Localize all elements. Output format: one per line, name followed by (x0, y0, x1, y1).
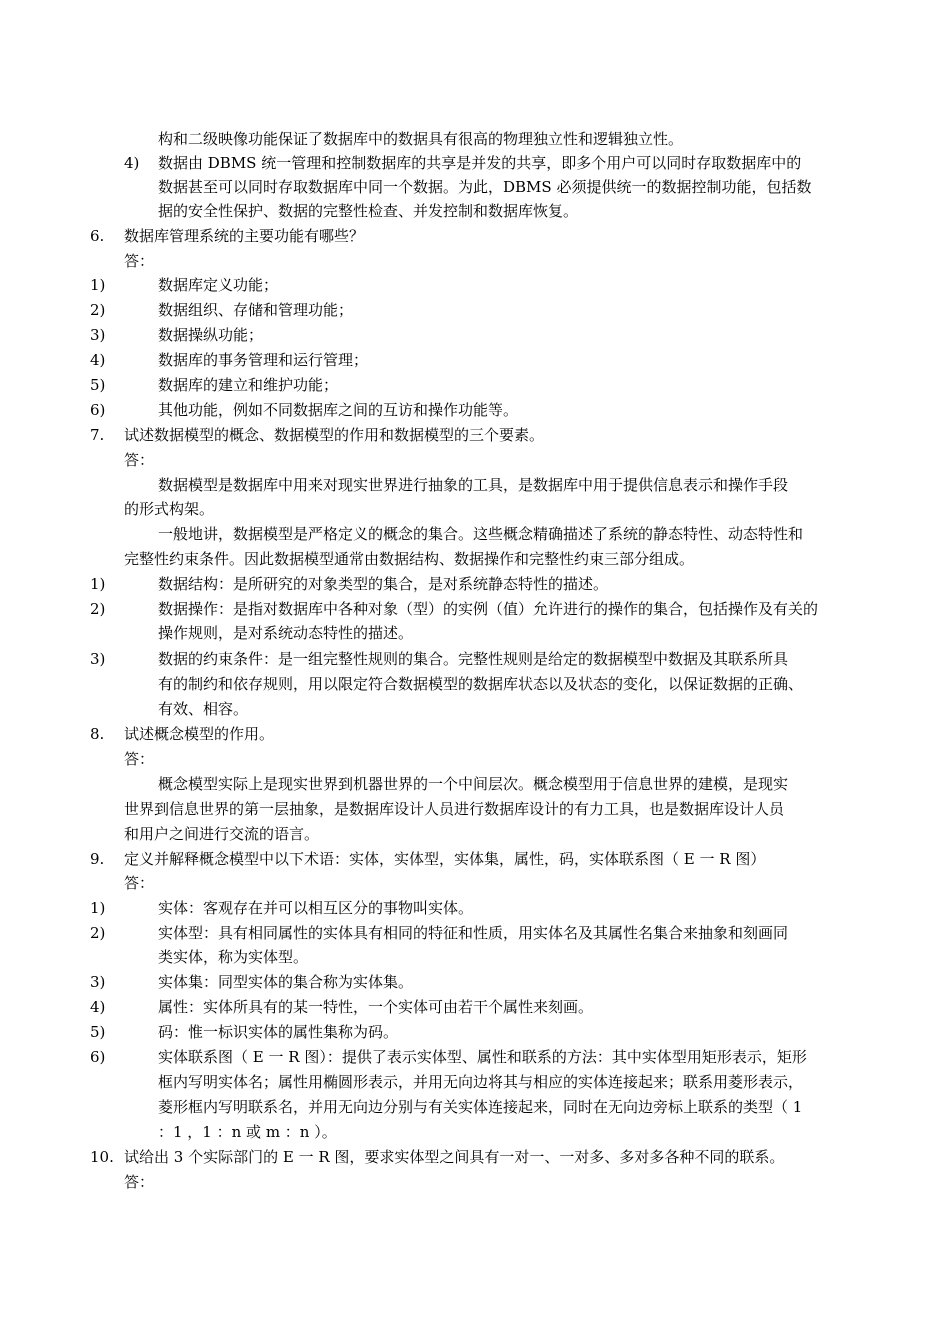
text-line: 和用户之间进行交流的语言。 (124, 825, 320, 843)
text-line: 操作规则，是对系统动态特性的描述。 (158, 624, 414, 642)
text-line: 数据操作：是指对数据库中各种对象（型）的实例（值）允许进行的操作的集合，包括操作及有关的 (158, 600, 819, 618)
answer-label: 答： (124, 874, 155, 892)
list-marker: 4) (124, 154, 140, 172)
text-line: 一般地讲，数据模型是严格定义的概念的集合。这些概念精确描述了系统的静态特性、动态特性和 (158, 525, 804, 543)
text-line: 世界到信息世界的第一层抽象，是数据库设计人员进行数据库设计的有力工具，也是数据库设计人员 (124, 800, 785, 818)
answer-label: 答： (124, 1173, 155, 1191)
text-line: 数据库定义功能； (158, 276, 279, 294)
list-marker: 6) (90, 1048, 106, 1066)
list-marker: 1) (90, 575, 106, 593)
list-marker: 2) (90, 600, 106, 618)
list-marker: 3) (90, 650, 106, 668)
text-line: 有效、相容。 (158, 700, 249, 718)
text-line: 数据库的事务管理和运行管理； (158, 351, 369, 369)
question-text: 试给出 3 个实际部门的 E 一 R 图，要求实体型之间具有一对一、一对多、多对多各种不同的联系。 (124, 1148, 785, 1166)
text-line: 数据库的建立和维护功能； (158, 376, 339, 394)
question-text: 数据库管理系统的主要功能有哪些？ (124, 227, 365, 245)
text-line: 概念模型实际上是现实世界到机器世界的一个中间层次。概念模型用于信息世界的建模，是现实 (158, 775, 789, 793)
text-line: 数据甚至可以同时存取数据库中同一个数据。为此，DBMS 必须提供统一的数据控制功能，包括数 (158, 178, 812, 196)
question-text: 试述数据模型的概念、数据模型的作用和数据模型的三个要素。 (124, 426, 545, 444)
text-line: 数据结构：是所研究的对象类型的集合，是对系统静态特性的描述。 (158, 575, 609, 593)
list-marker: 6) (90, 401, 106, 419)
question-number: 7. (90, 426, 105, 444)
text-line: 数据由 DBMS 统一管理和控制数据库的共享是并发的共享，即多个用户可以同时存取数据库中的 (158, 154, 802, 172)
text-line: 实体集：同型实体的集合称为实体集。 (158, 973, 414, 991)
list-marker: 3) (90, 326, 106, 344)
text-line: 其他功能，例如不同数据库之间的互访和操作功能等。 (158, 401, 519, 419)
answer-label: 答： (124, 750, 155, 768)
question-text: 定义并解释概念模型中以下术语：实体，实体型，实体集，属性，码，实体联系图（ E 一 R 图） (124, 850, 766, 868)
text-line: 菱形框内写明联系名，并用无向边分别与有关实体连接起来，同时在无向边旁标上联系的类型（ 1 (158, 1098, 803, 1116)
list-marker: 2) (90, 924, 106, 942)
text-line: 实体型：具有相同属性的实体具有相同的特征和性质，用实体名及其属性名集合来抽象和刻画同 (158, 924, 789, 942)
text-line: 实体联系图（ E 一 R 图）：提供了表示实体型、属性和联系的方法：其中实体型用矩形表示，矩形 (158, 1048, 807, 1066)
text-line: 类实体，称为实体型。 (158, 948, 309, 966)
text-line: 属性：实体所具有的某一特性，一个实体可由若干个属性来刻画。 (158, 998, 594, 1016)
text-line: 数据操纵功能； (158, 326, 264, 344)
list-marker: 4) (90, 998, 106, 1016)
list-marker: 3) (90, 973, 106, 991)
question-number: 8. (90, 725, 105, 743)
list-marker: 1) (90, 276, 106, 294)
list-marker: 2) (90, 301, 106, 319)
answer-label: 答： (124, 451, 155, 469)
text-line: 构和二级映像功能保证了数据库中的数据具有很高的物理独立性和逻辑独立性。 (158, 130, 684, 148)
text-line: 的形式构架。 (124, 500, 215, 518)
text-line: 数据的约束条件：是一组完整性规则的集合。完整性规则是给定的数据模型中数据及其联系所具 (158, 650, 789, 668)
question-number: 10. (90, 1148, 114, 1166)
list-marker: 4) (90, 351, 106, 369)
text-line: 完整性约束条件。因此数据模型通常由数据结构、数据操作和完整性约束三部分组成。 (124, 550, 695, 568)
text-line: 实体：客观存在并可以相互区分的事物叫实体。 (158, 899, 474, 917)
text-line: 数据模型是数据库中用来对现实世界进行抽象的工具，是数据库中用于提供信息表示和操作手段 (158, 476, 789, 494)
text-line: ：1 ，1 ：n 或 m ：n ）。 (158, 1123, 337, 1141)
text-line: 有的制约和依存规则，用以限定符合数据模型的数据库状态以及状态的变化，以保证数据的正确、 (158, 675, 804, 693)
text-line: 框内写明实体名；属性用椭圆形表示，并用无向边将其与相应的实体连接起来；联系用菱形表示， (158, 1073, 804, 1091)
answer-label: 答： (124, 252, 155, 270)
question-number: 9. (90, 850, 105, 868)
question-number: 6. (90, 227, 105, 245)
list-marker: 5) (90, 376, 106, 394)
text-line: 据的安全性保护、数据的完整性检查、并发控制和数据库恢复。 (158, 202, 579, 220)
question-text: 试述概念模型的作用。 (124, 725, 275, 743)
list-marker: 5) (90, 1023, 106, 1041)
text-line: 数据组织、存储和管理功能； (158, 301, 354, 319)
text-line: 码：惟一标识实体的属性集称为码。 (158, 1023, 399, 1041)
list-marker: 1) (90, 899, 106, 917)
